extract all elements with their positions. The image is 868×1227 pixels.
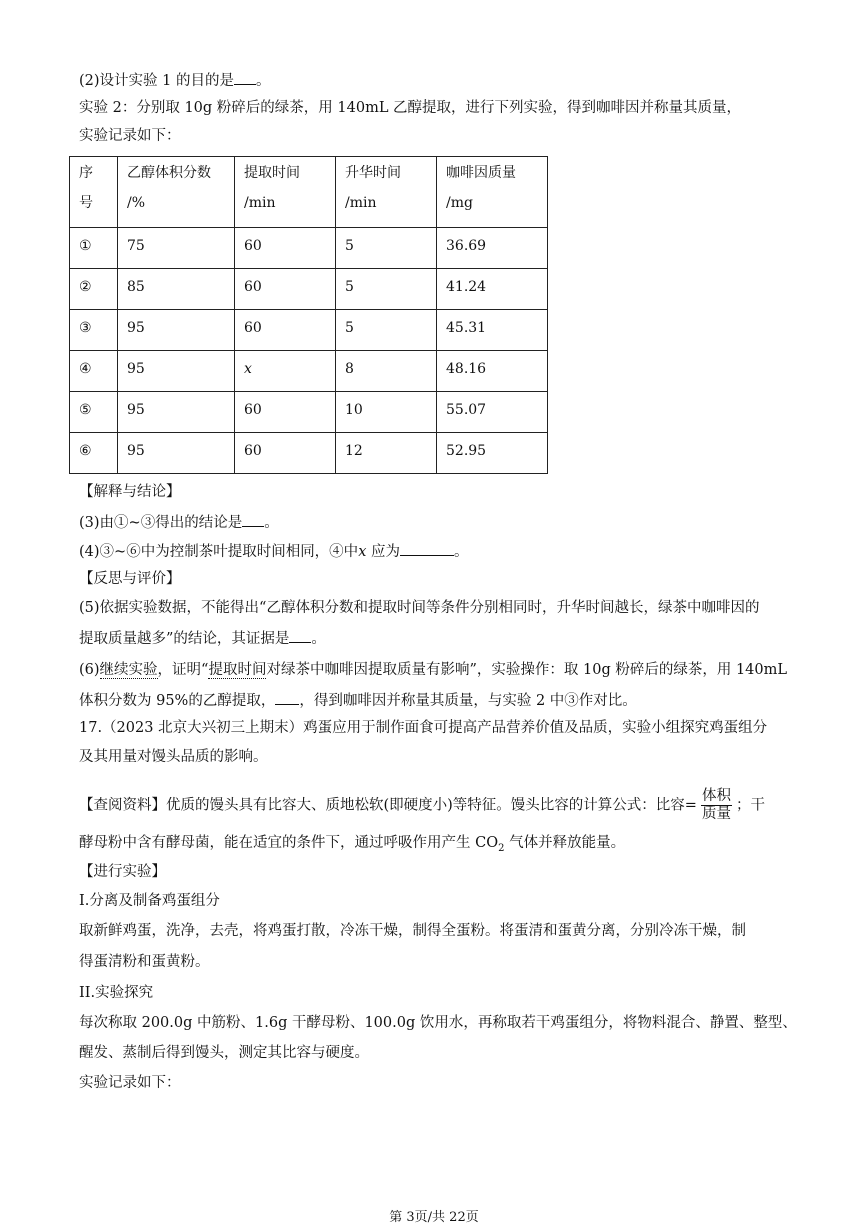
table-row: [70, 269, 548, 310]
answer-blank: [234, 69, 256, 85]
table-cell: 85: [118, 269, 235, 310]
table-header-cell: 乙醇体积分数 /%: [118, 157, 235, 228]
section-heading-reflect: 【反思与评价】: [79, 571, 181, 587]
table-header-cell: 咖啡因质量 /mg: [437, 157, 548, 228]
section-heading-explain: 【解释与结论】: [79, 484, 181, 500]
question-3: (3)由①~③得出的结论是 。: [79, 511, 279, 533]
table-row: [70, 228, 548, 269]
section-1-title: I.分离及制备鸡蛋组分: [79, 893, 220, 909]
table-cell: 60: [235, 228, 336, 269]
table-cell: ②: [70, 269, 118, 310]
question-5-line-1: (5)依据实验数据，不能得出“乙醇体积分数和提取时间等条件分别相同时，升华时间越长，绿茶中咖啡因的: [79, 600, 760, 616]
section-2-title: II.实验探究: [79, 985, 154, 1001]
section-2-text-2: 醒发、蒸制后得到馒头，测定其比容与硬度。: [79, 1045, 369, 1061]
section-heading-experiment: 【进行实验】: [79, 864, 166, 880]
table-row: [70, 433, 548, 474]
answer-blank: [400, 540, 454, 556]
ratio-formula: $\frac{\text{体积}}{\text{质量}}$: [701, 788, 731, 822]
table-cell: 60: [235, 392, 336, 433]
table-cell: ③: [70, 310, 118, 351]
table-cell: 36.69: [437, 228, 548, 269]
table-header-cell: 升华时间 /min: [336, 157, 437, 228]
section-1-text-2: 得蛋清粉和蛋黄粉。: [79, 954, 210, 970]
table-cell: 55.07: [437, 392, 548, 433]
table-cell: 95: [118, 392, 235, 433]
question-5-line-2: 提取质量越多”的结论，其证据是 。: [79, 627, 326, 649]
table-cell: 60: [235, 310, 336, 351]
table-header-cell: 序 号: [70, 157, 118, 228]
table-cell: 60: [235, 269, 336, 310]
variable-x: x: [244, 361, 252, 377]
experiment-2-record-label: 实验记录如下：: [79, 128, 181, 144]
reference-line-2: 酵母粉中含有酵母菌，能在适宜的条件下，通过呼吸作用产生 $CO_2$ 气体并释放能量。: [79, 835, 626, 854]
table-cell: ⑤: [70, 392, 118, 433]
table-cell: 5: [336, 228, 437, 269]
table-cell: ①: [70, 228, 118, 269]
table-cell: 8: [336, 351, 437, 392]
table-cell: 41.24: [437, 269, 548, 310]
question-4: (4)③~⑥中为控制茶叶提取时间相同，④中x 应为 。: [79, 540, 468, 562]
record-label: 实验记录如下：: [79, 1075, 181, 1091]
question-6-line-1: (6)继续实验，证明“提取时间对绿茶中咖啡因提取质量有影响”，实验操作：取 10g 粉碎后的绿茶，用 140mL: [79, 662, 787, 678]
table-cell: 45.31: [437, 310, 548, 351]
table-cell: 95: [118, 310, 235, 351]
answer-blank: [242, 511, 264, 527]
table-cell: 95: [118, 351, 235, 392]
table-row: [70, 351, 548, 392]
answer-blank: [289, 627, 311, 643]
table-cell: 10: [336, 392, 437, 433]
table-cell: 48.16: [437, 351, 548, 392]
experiment-2-description: 实验 2：分别取 10g 粉碎后的绿茶，用 140mL 乙醇提取，进行下列实验，得到咖啡因并称量其质量，: [79, 100, 742, 116]
question-2: (2)设计实验 1 的目的是 。: [79, 69, 270, 91]
answer-blank: [275, 689, 299, 705]
experiment-2-table: [69, 156, 548, 474]
table-cell: 60: [235, 433, 336, 474]
table-cell: [235, 351, 336, 392]
question-17-line-1: 17.（2023 北京大兴初三上期末）鸡蛋应用于制作面食可提高产品营养价值及品质，实验小组探究鸡蛋组分: [79, 720, 768, 736]
table-cell: 5: [336, 269, 437, 310]
table-cell: 52.95: [437, 433, 548, 474]
reference-line-1: 【查阅资料】优质的馒头具有比容大、质地松软(即硬度小)等特征。馒头比容的计算公式：比容= $\frac{\text{体积}}{\text{质量}}$ ；干: [79, 788, 765, 822]
table-cell: ④: [70, 351, 118, 392]
section-1-text-1: 取新鲜鸡蛋，洗净，去壳，将鸡蛋打散，冷冻干燥，制得全蛋粉。将蛋清和蛋黄分离，分别冷冻干燥，制: [79, 923, 746, 939]
table-cell: 12: [336, 433, 437, 474]
table-header-cell: 提取时间 /min: [235, 157, 336, 228]
table-cell: 95: [118, 433, 235, 474]
question-6-line-2: 体积分数为 95%的乙醇提取， ，得到咖啡因并称量其质量，与实验 2 中③作对比。: [79, 689, 637, 711]
table-row: [70, 310, 548, 351]
table-cell: 5: [336, 310, 437, 351]
question-17-line-2: 及其用量对馒头品质的影响。: [79, 749, 268, 765]
page-footer: 第 3页/共 22页: [389, 1210, 479, 1225]
table-row: [70, 392, 548, 433]
section-2-text-1: 每次称取 200.0g 中筋粉、1.6g 干酵母粉、100.0g 饮用水，再称取若干鸡蛋组分，将物料混合、静置、整型、: [79, 1015, 797, 1031]
table-cell: 75: [118, 228, 235, 269]
table-header-row: [70, 157, 548, 228]
table-cell: ⑥: [70, 433, 118, 474]
